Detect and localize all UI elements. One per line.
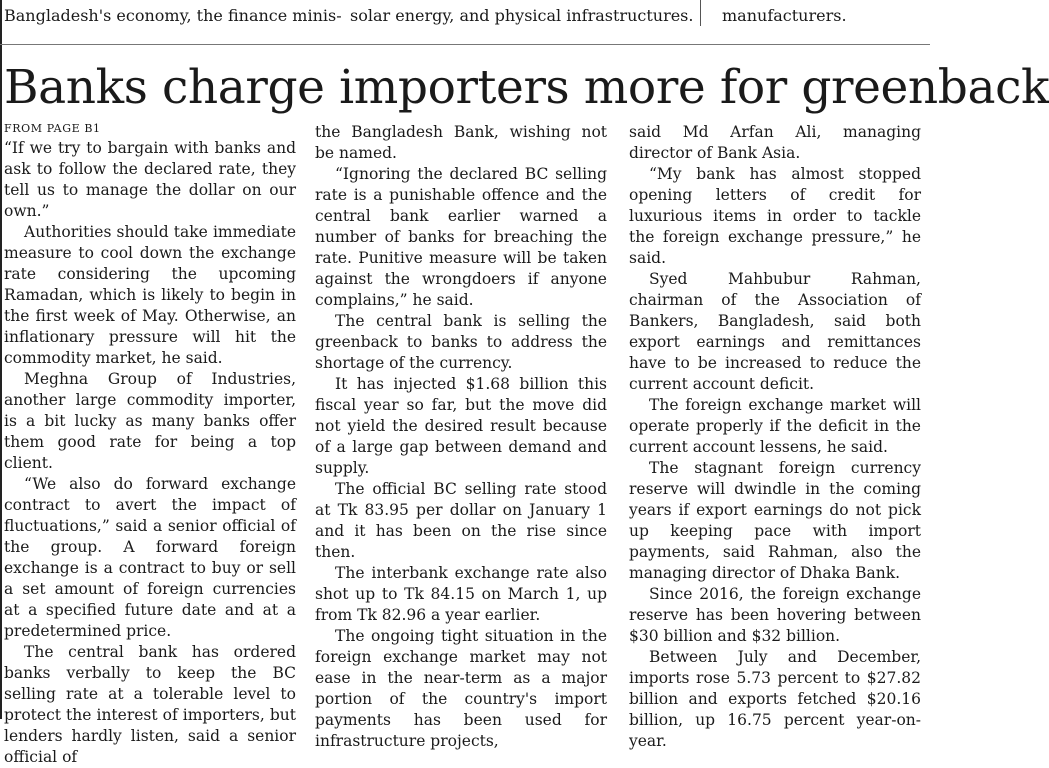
- article-column-3: [629, 122, 921, 752]
- paragraph: Syed Mahbubur Rahman, chairman of the Association of Bankers, Bangladesh, said both export earnings and remittances have to be increased to reduce the current account deficit.: [629, 270, 921, 393]
- continuation-label: FROM PAGE B1: [4, 122, 101, 135]
- paragraph: Meghna Group of Industries, another large commodity importer, is a bit lucky as many banks offer them good rate for being a top client.: [4, 370, 296, 472]
- article-column-2: [315, 122, 607, 752]
- previous-article-col2: solar energy, and physical infrastructures.: [350, 6, 694, 25]
- paragraph: “If we try to bargain with banks and ask to follow the declared rate, they tell us to manage the dollar on our own.”: [4, 139, 296, 220]
- section-divider: [0, 44, 930, 45]
- paragraph: The official BC selling rate stood at Tk 83.95 per dollar on January 1 and it has been on the rise since then.: [315, 480, 607, 561]
- page-edge-rule: [0, 0, 2, 719]
- paragraph: The central bank is selling the greenback to banks to address the shortage of the currency.: [315, 312, 607, 372]
- previous-article-col1: Bangladesh's economy, the finance minis-: [4, 6, 342, 25]
- paragraph: Between July and December, imports rose 5.73 percent to $27.82 billion and exports fetched $20.16 billion, up 16.75 percent year-on-year.: [629, 648, 921, 750]
- paragraph: “My bank has almost stopped opening letters of credit for luxurious items in order to tackle the foreign exchange pressure,” he said.: [629, 165, 921, 267]
- paragraph: Since 2016, the foreign exchange reserve has been hovering between $30 billion and $32 billion.: [629, 585, 921, 645]
- paragraph: The central bank has ordered banks verbally to keep the BC selling rate at a tolerable level to protect the interest of importers, but lenders hardly listen, said a senior official of: [4, 643, 296, 766]
- article-headline: Banks charge importers more for greenback: [4, 60, 1049, 115]
- paragraph: “Ignoring the declared BC selling rate is a punishable offence and the central bank earlier warned a number of banks for breaching the rate. Punitive measure will be taken against the wrongdoers if anyone complains,” he said.: [315, 165, 607, 309]
- paragraph: The interbank exchange rate also shot up to Tk 84.15 on March 1, up from Tk 82.96 a year earlier.: [315, 564, 607, 624]
- previous-article-col3: manufacturers.: [722, 6, 847, 25]
- paragraph: said Md Arfan Ali, managing director of Bank Asia.: [629, 123, 921, 162]
- paragraph: The stagnant foreign currency reserve will dwindle in the coming years if export earnings do not pick up keeping pace with import payments, said Rahman, also the managing director of Dhaka Bank.: [629, 459, 921, 582]
- paragraph: It has injected $1.68 billion this fiscal year so far, but the move did not yield the desired result because of a large gap between demand and supply.: [315, 375, 607, 477]
- paragraph: The ongoing tight situation in the foreign exchange market may not ease in the near-term as a major portion of the country's import payments has been used for infrastructure projects,: [315, 627, 607, 750]
- paragraph: The foreign exchange market will operate properly if the deficit in the current account lessens, he said.: [629, 396, 921, 456]
- previous-article-strip: [0, 0, 930, 30]
- paragraph: the Bangladesh Bank, wishing not be named.: [315, 123, 607, 162]
- article-column-1: [4, 122, 296, 768]
- paragraph: Authorities should take immediate measure to cool down the exchange rate considering the upcoming Ramadan, which is likely to begin in the first week of May. Otherwise, an inflationary pressure will hit the commodity market, he said.: [4, 223, 296, 367]
- paragraph: “We also do forward exchange contract to avert the impact of fluctuations,” said a senior official of the group. A forward foreign exchange is a contract to buy or sell a set amount of foreign currencies at a specified future date and at a predetermined price.: [4, 475, 296, 640]
- column-divider: [700, 0, 701, 26]
